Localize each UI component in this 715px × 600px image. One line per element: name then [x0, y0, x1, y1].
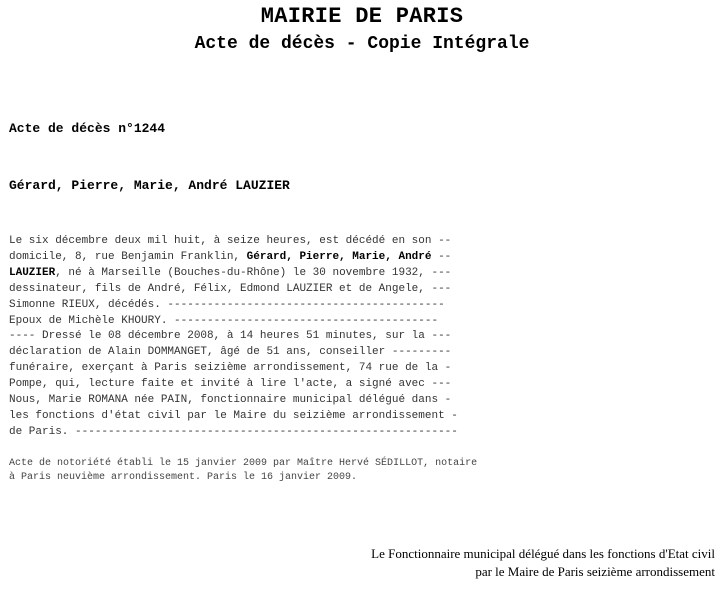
body-line [9, 266, 458, 282]
signature-line-2: par le Maire de Paris seizième arrondissement [475, 564, 715, 579]
deceased-name-heading: Gérard, Pierre, Marie, André LAUZIER [9, 178, 290, 193]
body-line [9, 425, 458, 441]
body-run: -- [431, 250, 452, 263]
body-line [9, 361, 458, 377]
body-line [9, 234, 458, 250]
body-line [9, 393, 458, 409]
signature-block [371, 545, 715, 581]
body-run: domicile, 8, rue Benjamin Franklin, [9, 250, 247, 263]
page-title: MAIRIE DE PARIS [260, 4, 464, 29]
body-run: dessinateur, fils de André, Félix, Edmond LAUZIER et de Angele, --- [9, 282, 452, 295]
act-number-heading: Acte de décès n°1244 [9, 121, 166, 136]
body-run: funéraire, exerçant à Paris seizième arrondissement, 74 rue de la - [9, 362, 452, 375]
body-line [9, 250, 458, 266]
body-run: Epoux de Michèle KHOURY. ---------------------------------------- [9, 314, 439, 327]
notoriety-note [9, 457, 477, 486]
body-bold-run: LAUZIER [9, 266, 56, 279]
body-run: Nous, Marie ROMANA née PAIN, fonctionnaire municipal délégué dans - [9, 394, 452, 407]
body-line [9, 377, 458, 393]
body-run: Pompe, qui, lecture faite et invité à lire l'acte, a signé avec --- [9, 378, 452, 391]
body-bold-run: Gérard, Pierre, Marie, André [246, 250, 432, 263]
body-run: ---- Dressé le 08 décembre 2008, à 14 heures 51 minutes, sur la --- [9, 330, 452, 343]
body-run: déclaration de Alain DOMMANGET, âgé de 51 ans, conseiller --------- [9, 346, 452, 359]
act-body-text [9, 234, 458, 441]
notoriety-line: à Paris neuvième arrondissement. Paris le 16 janvier 2009. [9, 472, 358, 484]
signature-line-1: Le Fonctionnaire municipal délégué dans les fonctions d'Etat civil [371, 546, 715, 561]
body-run: les fonctions d'état civil par le Maire du seizième arrondissement - [9, 409, 458, 422]
notoriety-line: Acte de notoriété établi le 15 janvier 2009 par Maître Hervé SÉDILLOT, notaire [9, 458, 478, 469]
body-line [9, 314, 458, 330]
body-run: de Paris. ---------------------------------------------------------- [9, 425, 458, 438]
body-line [9, 409, 458, 425]
body-line [9, 282, 458, 298]
body-line [9, 298, 458, 314]
body-run: , né à Marseille (Bouches-du-Rhône) le 30 novembre 1932, --- [55, 266, 452, 279]
body-line [9, 329, 458, 345]
body-run: Simonne RIEUX, décédés. ------------------------------------------ [9, 298, 445, 311]
page-subtitle: Acte de décès - Copie Intégrale [194, 34, 530, 54]
body-run: Le six décembre deux mil huit, à seize heures, est décédé en son -- [9, 235, 452, 247]
body-line [9, 345, 458, 361]
